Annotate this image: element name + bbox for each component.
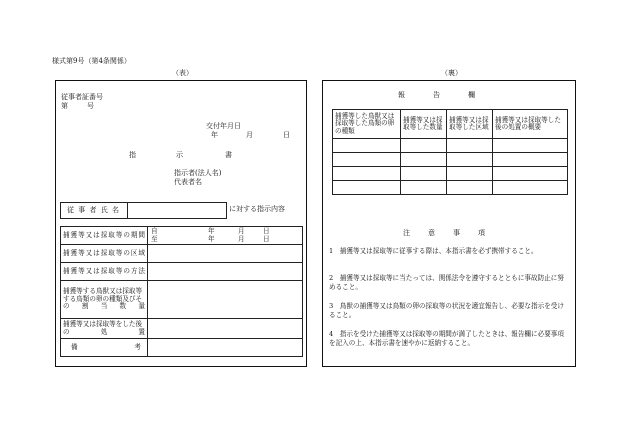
table-row	[333, 181, 568, 195]
table-row	[61, 339, 303, 357]
report-cell[interactable]	[447, 139, 493, 153]
report-cell[interactable]	[333, 167, 401, 181]
col-header-disposal: 捕獲等又は採取等した後の処置の概要	[493, 110, 568, 139]
note-item-4: 4 指示を受けた捕獲等又は採取等の期間が満了したときは、報告欄に必要事項を記入の上、本指示書を速やかに返納すること。	[329, 330, 564, 347]
report-cell[interactable]	[447, 181, 493, 195]
issuer-label: 指示者(法人名)	[174, 169, 222, 177]
note-item-1: 1 捕獲等又は採取等に従事する際は、本指示書を必ず携帯すること。	[329, 247, 538, 255]
title-char-2: 示	[176, 151, 183, 159]
issue-date-label: 交付年月日	[206, 122, 241, 130]
table-row	[333, 153, 568, 167]
report-cell[interactable]	[493, 181, 568, 195]
area-field[interactable]	[148, 245, 303, 263]
front-panel	[55, 80, 307, 367]
col-header-species: 捕獲等した鳥獣又は採取等した鳥類の卵の種類	[333, 110, 401, 139]
title-char-3: 書	[225, 151, 232, 159]
period-from-label: 自	[151, 227, 158, 235]
report-cell[interactable]	[333, 153, 401, 167]
period-label: 捕獲等又は採取等の期間	[61, 227, 148, 245]
table-row	[333, 139, 568, 153]
period-to-label: 至	[151, 235, 158, 243]
report-cell[interactable]	[447, 167, 493, 181]
report-table	[332, 109, 568, 195]
table-row	[61, 245, 303, 263]
col-header-quantity: 捕獲等又は採取等した数量	[401, 110, 447, 139]
representative-label: 代表者名	[174, 178, 202, 186]
notes-title-text: 注意事項	[403, 229, 503, 237]
col-header-area: 捕獲等又は採取等した区域	[447, 110, 493, 139]
notes-title	[403, 230, 503, 237]
period-from-year: 年	[208, 227, 215, 235]
issue-date-month: 月	[246, 131, 253, 139]
cert-no-prefix: 第	[61, 102, 68, 110]
period-to-month: 月	[238, 235, 245, 243]
table-row	[61, 319, 303, 339]
report-cell[interactable]	[401, 139, 447, 153]
disposal-label: 捕獲等又は採取等をした後の処置	[61, 319, 148, 339]
species-quota-label: 捕獲等する鳥獣又は採取等する鳥類の卵の種類及びその割当数量	[61, 281, 148, 319]
table-row	[333, 167, 568, 181]
period-cell[interactable]	[148, 227, 303, 245]
report-cell[interactable]	[401, 153, 447, 167]
period-from-month: 月	[238, 227, 245, 235]
species-quota-field[interactable]	[148, 281, 303, 319]
report-cell[interactable]	[333, 181, 401, 195]
period-to-year: 年	[208, 235, 215, 243]
note-item-3: 3 鳥獣の捕獲等又は鳥類の卵の採取等の状況を適宜報告し、必要な指示を受けること。	[329, 302, 564, 319]
report-title-text: 報告欄	[398, 91, 503, 99]
cert-no-suffix: 号	[87, 102, 94, 110]
worker-name-box	[60, 202, 227, 219]
area-label: 捕獲等又は採取等の区域	[61, 245, 148, 263]
report-cell[interactable]	[493, 167, 568, 181]
issue-date-day: 日	[283, 131, 290, 139]
cert-no-label: 従事者証番号	[61, 93, 103, 101]
back-panel	[322, 80, 576, 367]
report-cell[interactable]	[401, 181, 447, 195]
remarks-label: 備考	[71, 342, 141, 351]
period-to-day: 日	[263, 235, 270, 243]
directive-table	[60, 226, 303, 357]
front-side-label: （表）	[172, 69, 193, 77]
table-row	[61, 263, 303, 281]
remarks-field[interactable]	[148, 339, 303, 357]
table-row	[61, 281, 303, 319]
period-from-day: 日	[263, 227, 270, 235]
form-code: 様式第9号（第4条関係）	[52, 57, 131, 65]
report-cell[interactable]	[401, 167, 447, 181]
remarks-label-cell	[61, 339, 148, 357]
report-cell[interactable]	[333, 139, 401, 153]
report-cell[interactable]	[447, 153, 493, 167]
worker-name-field[interactable]	[127, 203, 229, 218]
table-row	[61, 227, 303, 245]
disposal-field[interactable]	[148, 319, 303, 339]
report-title	[398, 91, 503, 99]
report-cell[interactable]	[493, 139, 568, 153]
worker-name-label: 従事者氏名	[67, 206, 119, 214]
report-cell[interactable]	[493, 153, 568, 167]
note-item-2: 2 捕獲等又は採取等に当たっては、関係法令を遵守するとともに事故防止に努めること。	[329, 274, 564, 291]
title-char-1: 指	[129, 151, 136, 159]
directive-label: に対する指示内容	[229, 205, 285, 213]
method-label: 捕獲等又は採取等の方法	[61, 263, 148, 281]
issue-date-year: 年	[211, 131, 218, 139]
table-header-row	[333, 110, 568, 139]
method-field[interactable]	[148, 263, 303, 281]
back-side-label: （裏）	[441, 69, 462, 77]
